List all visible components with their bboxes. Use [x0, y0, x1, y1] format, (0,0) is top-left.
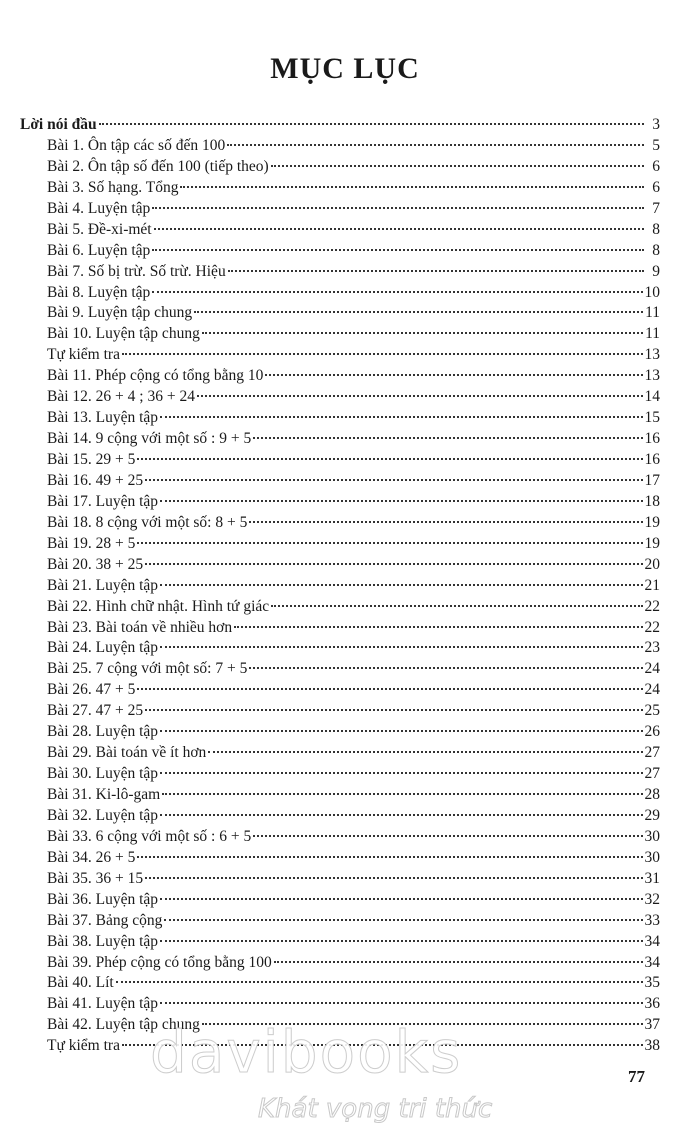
toc-entry-page: 26	[644, 723, 660, 741]
toc-entry	[20, 973, 660, 994]
toc-entry	[20, 115, 660, 136]
page-title: MỤC LỤC	[270, 52, 420, 85]
toc-entry-label: Bài 6. Luyện tập	[47, 241, 151, 259]
toc-entry	[20, 387, 660, 408]
dot-leader	[197, 395, 643, 397]
dot-leader	[271, 165, 644, 167]
toc-entry-label: Bài 14. 9 cộng với một số : 9 + 5	[47, 430, 252, 448]
table-of-contents	[20, 115, 660, 1057]
toc-entry	[20, 659, 660, 680]
toc-entry-page: 23	[644, 639, 660, 657]
toc-entry-page: 38	[644, 1037, 660, 1055]
toc-entry-label: Tự kiểm tra	[47, 1037, 120, 1055]
toc-entry	[20, 429, 660, 450]
toc-entry	[20, 241, 660, 262]
toc-entry	[20, 199, 660, 220]
toc-entry-page: 21	[644, 576, 660, 594]
toc-entry-label: Bài 40. Lít	[47, 974, 114, 992]
toc-entry	[20, 303, 660, 324]
toc-entry-label: Bài 17. Luyện tập	[47, 492, 159, 510]
dot-leader	[253, 835, 642, 837]
toc-entry-page: 32	[644, 890, 660, 908]
dot-leader	[249, 667, 642, 669]
toc-entry-page: 34	[644, 932, 660, 950]
dot-leader	[145, 709, 642, 711]
toc-entry-page: 24	[644, 660, 660, 678]
toc-entry-label: Bài 32. Luyện tập	[47, 806, 159, 824]
toc-entry-label: Bài 27. 47 + 25	[47, 702, 144, 720]
dot-leader	[194, 311, 643, 313]
dot-leader	[152, 291, 642, 293]
toc-entry	[20, 932, 660, 953]
toc-entry-label: Bài 13. Luyện tập	[47, 409, 159, 427]
dot-leader	[152, 207, 644, 209]
dot-leader	[99, 123, 644, 125]
toc-entry-page: 31	[644, 869, 660, 887]
dot-leader	[253, 437, 642, 439]
dot-leader	[162, 793, 642, 795]
toc-entry-label: Bài 22. Hình chữ nhật. Hình tứ giác	[47, 597, 270, 615]
toc-entry-page: 13	[644, 367, 660, 385]
toc-entry-label: Bài 38. Luyện tập	[47, 932, 159, 950]
dot-leader	[228, 270, 644, 272]
toc-entry	[20, 701, 660, 722]
dot-leader	[160, 772, 642, 774]
toc-entry-page: 30	[644, 848, 660, 866]
toc-entry-label: Bài 4. Luyện tập	[47, 199, 151, 217]
toc-entry	[20, 513, 660, 534]
dot-leader	[160, 500, 642, 502]
toc-entry-label: Bài 8. Luyện tập	[47, 283, 151, 301]
toc-entry-page: 11	[645, 304, 660, 322]
toc-entry	[20, 743, 660, 764]
toc-entry	[20, 408, 660, 429]
toc-entry-page: 29	[644, 806, 660, 824]
toc-entry-label: Bài 41. Luyện tập	[47, 995, 159, 1013]
toc-entry-label: Bài 5. Đề-xi-mét	[47, 220, 152, 238]
dot-leader	[249, 521, 642, 523]
toc-entry-label: Bài 33. 6 cộng với một số : 6 + 5	[47, 827, 252, 845]
dot-leader	[202, 332, 643, 334]
dot-leader	[265, 374, 642, 376]
dot-leader	[208, 751, 642, 753]
toc-entry-page: 22	[644, 597, 660, 615]
toc-entry-page: 33	[644, 911, 660, 929]
toc-entry	[20, 638, 660, 659]
toc-entry-label: Bài 12. 26 + 4 ; 36 + 24	[47, 388, 195, 406]
toc-entry-page: 19	[644, 534, 660, 552]
toc-entry-label: Bài 2. Ôn tập số đến 100 (tiếp theo)	[47, 157, 269, 175]
toc-entry-page: 19	[644, 513, 660, 531]
dot-leader	[116, 981, 643, 983]
toc-entry-label: Bài 25. 7 cộng với một số: 7 + 5	[47, 660, 248, 678]
toc-entry-label: Bài 35. 36 + 15	[47, 869, 144, 887]
dot-leader	[145, 479, 642, 481]
toc-entry	[20, 345, 660, 366]
toc-entry	[20, 680, 660, 701]
dot-leader	[145, 877, 642, 879]
toc-entry-page: 35	[644, 974, 660, 992]
dot-leader	[154, 228, 644, 230]
toc-entry	[20, 450, 660, 471]
toc-entry-page: 13	[644, 346, 660, 364]
dot-leader	[160, 814, 642, 816]
toc-entry-page: 6	[652, 178, 660, 196]
toc-entry-label: Bài 30. Luyện tập	[47, 765, 159, 783]
toc-entry	[20, 953, 660, 974]
toc-entry	[20, 136, 660, 157]
toc-entry-label: Bài 19. 28 + 5	[47, 534, 136, 552]
dot-leader	[227, 144, 644, 146]
toc-entry-label: Bài 18. 8 cộng với một số: 8 + 5	[47, 513, 248, 531]
toc-entry-page: 14	[644, 388, 660, 406]
toc-entry-label: Lời nói đầu	[20, 116, 97, 133]
toc-entry-label: Bài 42. Luyện tập chung	[47, 1016, 200, 1034]
toc-entry	[20, 618, 660, 639]
toc-entry	[20, 555, 660, 576]
toc-entry-page: 18	[644, 492, 660, 510]
toc-entry-label: Bài 1. Ôn tập các số đến 100	[47, 136, 226, 154]
dot-leader	[180, 186, 644, 188]
toc-entry-label: Tự kiểm tra	[47, 346, 120, 364]
toc-entry-label: Bài 26. 47 + 5	[47, 681, 136, 699]
toc-entry-page: 9	[652, 262, 660, 280]
toc-entry-page: 16	[644, 430, 660, 448]
toc-entry	[20, 283, 660, 304]
toc-entry	[20, 366, 660, 387]
toc-entry	[20, 157, 660, 178]
dot-leader	[122, 353, 643, 355]
watermark-brand: davibooks	[150, 1018, 463, 1086]
toc-entry-page: 3	[652, 116, 660, 133]
dot-leader	[137, 458, 642, 460]
toc-entry-page: 7	[652, 199, 660, 217]
toc-entry	[20, 597, 660, 618]
toc-entry-page: 37	[644, 1016, 660, 1034]
toc-entry-label: Bài 10. Luyện tập chung	[47, 325, 200, 343]
dot-leader	[274, 961, 643, 963]
toc-entry-page: 17	[644, 471, 660, 489]
toc-entry-label: Bài 39. Phép cộng có tổng bằng 100	[47, 953, 272, 971]
toc-entry-page: 27	[644, 744, 660, 762]
toc-entry	[20, 785, 660, 806]
dot-leader	[137, 688, 642, 690]
toc-entry-label: Bài 29. Bài toán về ít hơn	[47, 744, 207, 762]
toc-entry	[20, 994, 660, 1015]
dot-leader	[137, 542, 642, 544]
toc-entry-page: 10	[644, 283, 660, 301]
dot-leader	[271, 605, 642, 607]
toc-entry-page: 15	[644, 409, 660, 427]
toc-entry-page: 22	[644, 618, 660, 636]
dot-leader	[164, 919, 642, 921]
toc-entry-page: 25	[644, 702, 660, 720]
toc-entry-label: Bài 16. 49 + 25	[47, 471, 144, 489]
toc-entry-label: Bài 21. Luyện tập	[47, 576, 159, 594]
dot-leader	[160, 1002, 642, 1004]
toc-entry	[20, 178, 660, 199]
toc-entry-page: 20	[644, 555, 660, 573]
toc-entry-label: Bài 24. Luyện tập	[47, 639, 159, 657]
dot-leader	[160, 416, 642, 418]
toc-entry-label: Bài 11. Phép cộng có tổng bằng 10	[47, 367, 264, 385]
toc-entry-page: 8	[652, 241, 660, 259]
toc-entry-label: Bài 9. Luyện tập chung	[47, 304, 193, 322]
toc-entry-page: 36	[644, 995, 660, 1013]
toc-entry	[20, 492, 660, 513]
toc-entry	[20, 890, 660, 911]
toc-entry-label: Bài 20. 38 + 25	[47, 555, 144, 573]
toc-entry-label: Bài 37. Bảng cộng	[47, 911, 163, 929]
toc-entry-page: 28	[644, 786, 660, 803]
toc-entry	[20, 471, 660, 492]
toc-entry-label: Bài 7. Số bị trừ. Số trừ. Hiệu	[47, 262, 226, 280]
dot-leader	[160, 730, 642, 732]
toc-entry	[20, 722, 660, 743]
toc-entry-label: Bài 3. Số hạng. Tổng	[47, 178, 179, 196]
dot-leader	[160, 898, 642, 900]
toc-entry	[20, 534, 660, 555]
toc-entry-page: 5	[652, 136, 660, 154]
watermark-tagline: Khát vọng tri thức	[258, 1094, 493, 1124]
toc-entry-page: 27	[644, 765, 660, 783]
toc-entry-page: 6	[652, 157, 660, 175]
dot-leader	[160, 940, 642, 942]
dot-leader	[160, 584, 642, 586]
dot-leader	[234, 626, 642, 628]
dot-leader	[137, 856, 642, 858]
toc-entry	[20, 262, 660, 283]
toc-entry-label: Bài 34. 26 + 5	[47, 848, 136, 866]
toc-entry-page: 11	[645, 325, 660, 343]
toc-entry-label: Bài 23. Bài toán về nhiều hơn	[47, 618, 233, 636]
toc-entry-page: 16	[644, 451, 660, 468]
toc-entry-page: 34	[644, 953, 660, 971]
page-number: 77	[628, 1067, 645, 1086]
dot-leader	[160, 646, 642, 648]
toc-entry-label: Bài 36. Luyện tập	[47, 890, 159, 908]
toc-entry-page: 24	[644, 681, 660, 699]
toc-entry	[20, 869, 660, 890]
toc-entry-label: Bài 15. 29 + 5	[47, 451, 136, 468]
toc-entry	[20, 576, 660, 597]
toc-entry	[20, 848, 660, 869]
toc-entry	[20, 764, 660, 785]
dot-leader	[145, 563, 642, 565]
toc-entry	[20, 324, 660, 345]
toc-entry	[20, 220, 660, 241]
toc-entry-page: 8	[652, 220, 660, 238]
dot-leader	[152, 249, 644, 251]
toc-entry-page: 30	[644, 827, 660, 845]
toc-entry-label: Bài 31. Ki-lô-gam	[47, 786, 161, 803]
toc-entry	[20, 827, 660, 848]
toc-entry	[20, 806, 660, 827]
toc-entry-label: Bài 28. Luyện tập	[47, 723, 159, 741]
toc-entry	[20, 911, 660, 932]
